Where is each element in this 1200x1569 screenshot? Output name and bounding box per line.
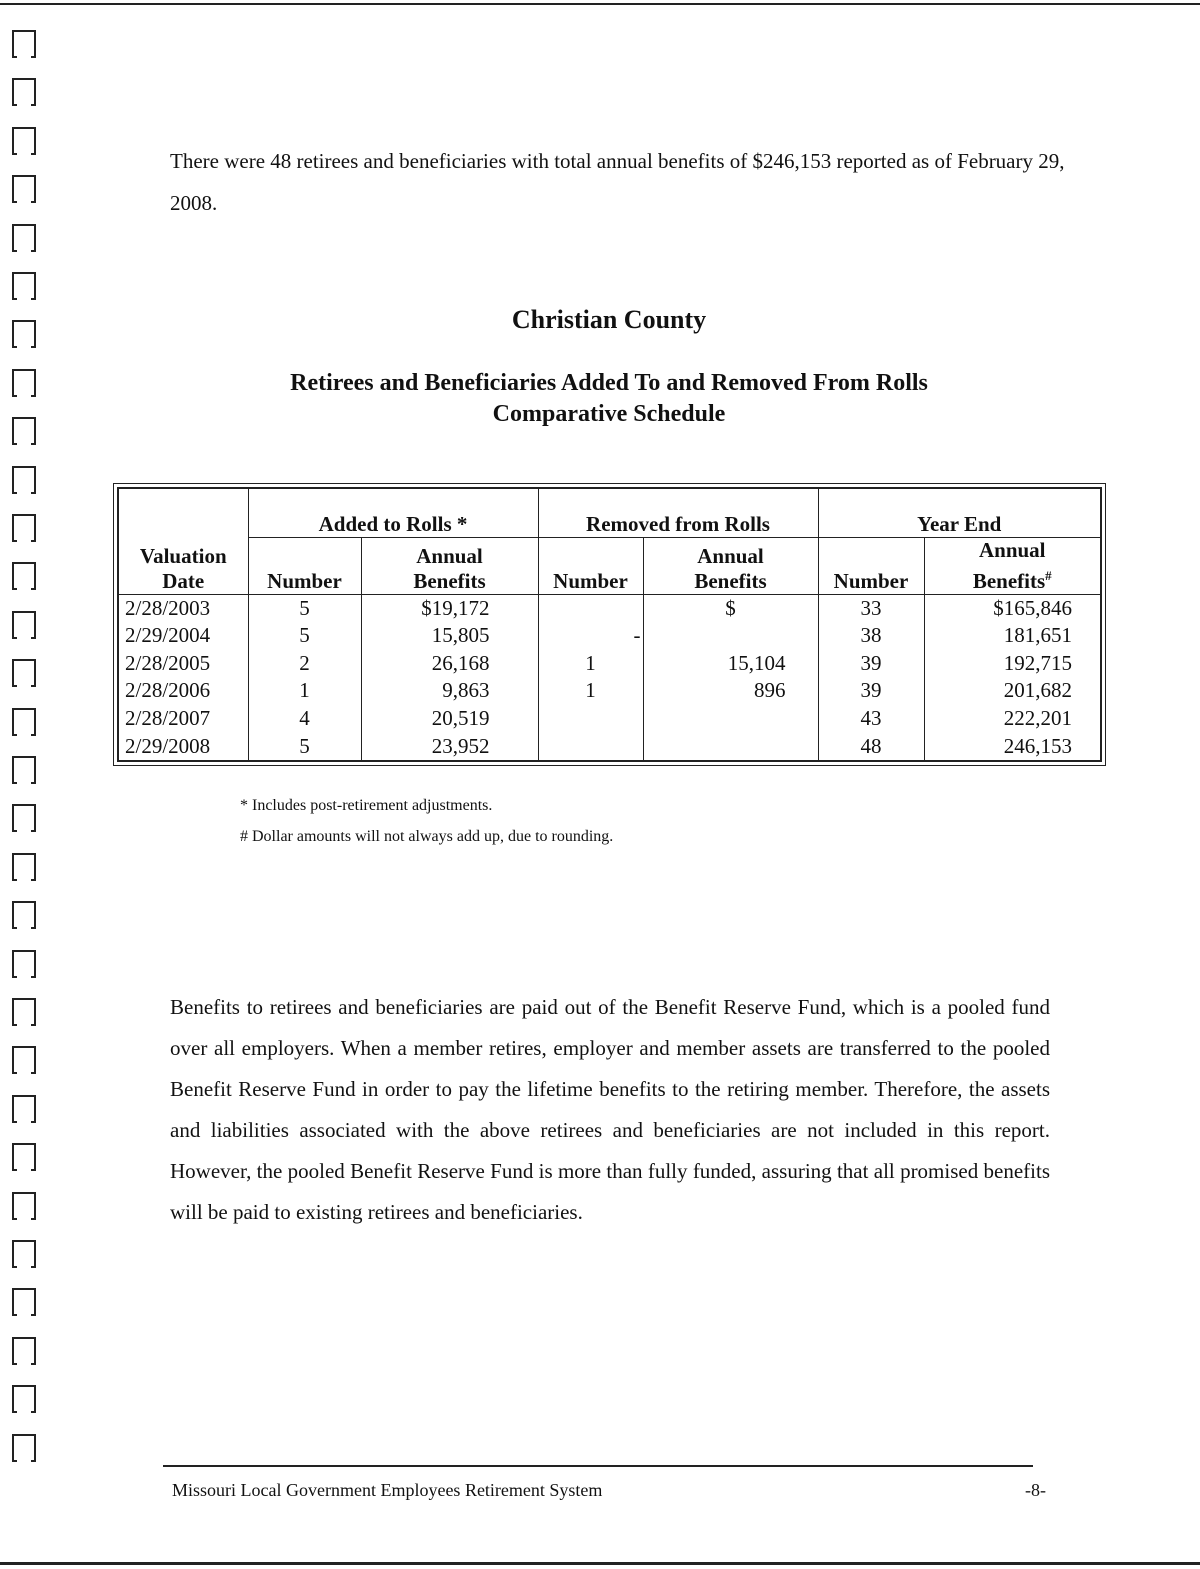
page-number: -8- (1025, 1480, 1046, 1500)
year-end-benefits-cell: 181,651 (924, 622, 1101, 650)
added-benefits-cell: $19,172 (361, 594, 538, 622)
valuation-date-cell: 2/28/2003 (125, 595, 211, 620)
added-number-cell: 5 (248, 594, 361, 622)
added-benefits-cell: 26,168 (361, 650, 538, 678)
added-number-cell: 5 (248, 732, 361, 761)
footer-organization: Missouri Local Government Employees Retirement System (172, 1480, 603, 1500)
valuation-date-cell: 2/28/2006 (125, 678, 211, 703)
top-rule (0, 3, 1200, 5)
removed-number-cell (538, 594, 643, 622)
year-end-benefits-cell: 201,682 (924, 677, 1101, 705)
year-end-number-header: Number (818, 537, 924, 594)
bottom-rule (0, 1562, 1200, 1565)
table-row (118, 732, 1101, 761)
county-title: Christian County (511, 305, 707, 334)
valuation-date-cell: 2/29/2004 (125, 623, 211, 648)
year-end-number-cell: 48 (818, 732, 924, 761)
rounding-marker: # (1045, 567, 1052, 583)
removed-number-cell: - (538, 622, 643, 650)
year-end-number-cell: 43 (818, 705, 924, 733)
footer-rule (163, 1465, 1033, 1467)
binding-hole (12, 127, 36, 155)
binding-hole (12, 514, 36, 542)
removed-benefits-cell: 15,104 (643, 650, 818, 678)
removed-benefits-cell (643, 622, 818, 650)
added-number-cell: 4 (248, 705, 361, 733)
valuation-date-header (118, 488, 248, 594)
binding-hole (12, 804, 36, 832)
year-end-benefits-header (924, 537, 1101, 594)
removed-benefits-header-line1: Annual (697, 543, 764, 568)
intro-paragraph: There were 48 retirees and beneficiaries with total annual benefits of $246,153 reported as of February 29, 2008. (170, 149, 1065, 215)
binding-hole (12, 1385, 36, 1413)
schedule-table-frame (113, 483, 1106, 766)
schedule-table (117, 487, 1102, 762)
removed-benefits-header-line2: Benefits (694, 568, 767, 593)
binding-hole (12, 853, 36, 881)
binding-hole (12, 175, 36, 203)
binding-hole (12, 1337, 36, 1365)
year-end-benefits-cell: 192,715 (924, 650, 1101, 678)
removed-number-cell: 1 (538, 650, 643, 678)
valuation-header-line2: Date (162, 568, 205, 593)
valuation-date-cell: 2/29/2008 (125, 733, 211, 758)
binding-hole (12, 78, 36, 106)
removed-benefits-header (643, 537, 818, 594)
binding-hole (12, 562, 36, 590)
schedule-title-line2: Comparative Schedule (492, 401, 726, 427)
body-paragraph: Benefits to retirees and beneficiaries are paid out of the Benefit Reserve Fund, which is a pooled fund over all employers. When a member retires, employer and member assets are transferred to the pooled Benefit Reserve Fund in order to pay the lifetime benefits to the retiring member. Therefore, the assets and liabilities associated with the above retirees and beneficiaries are not included in this report. However, the pooled Benefit Reserve Fund is more than fully funded, assuring that all promised benefits will be paid to existing retirees and beneficiaries. (170, 995, 1050, 1224)
removed-number-cell (538, 732, 643, 761)
year-end-number-cell: 39 (818, 650, 924, 678)
removed-benefits-cell (643, 705, 818, 733)
removed-from-rolls-header: Removed from Rolls (538, 488, 818, 537)
year-end-number-cell: 39 (818, 677, 924, 705)
added-benefits-header (361, 537, 538, 594)
valuation-header-line1: Valuation (139, 543, 227, 568)
added-number-cell: 1 (248, 677, 361, 705)
added-number-header: Number (248, 537, 361, 594)
binding-hole (12, 611, 36, 639)
removed-benefits-cell: $ (643, 594, 818, 622)
removed-number-header: Number (538, 537, 643, 594)
year-end-number-cell: 38 (818, 622, 924, 650)
added-benefits-cell: 23,952 (361, 732, 538, 761)
binding-hole (12, 1192, 36, 1220)
added-benefits-header-line1: Annual (416, 543, 483, 568)
valuation-date-cell: 2/28/2005 (125, 650, 211, 675)
binding-hole (12, 466, 36, 494)
table-row (118, 677, 1101, 705)
year-end-benefits-cell: 246,153 (924, 732, 1101, 761)
binding-hole (12, 272, 36, 300)
binding-hole (12, 950, 36, 978)
binding-hole (12, 708, 36, 736)
binding-hole (12, 901, 36, 929)
schedule-title (0, 368, 1200, 430)
table-row (118, 594, 1101, 622)
year-end-number-cell: 33 (818, 594, 924, 622)
binding-hole (12, 998, 36, 1026)
year-end-benefits-header-line1: Annual (978, 537, 1046, 562)
table-row (118, 622, 1101, 650)
binding-hole (12, 756, 36, 784)
binding-hole (12, 659, 36, 687)
added-benefits-cell: 15,805 (361, 622, 538, 650)
removed-number-cell: 1 (538, 677, 643, 705)
removed-benefits-cell: 896 (643, 677, 818, 705)
table-notes (240, 790, 613, 852)
added-benefits-cell: 20,519 (361, 705, 538, 733)
added-to-rolls-header: Added to Rolls * (248, 488, 538, 537)
binding-hole (12, 1240, 36, 1268)
table-row (118, 650, 1101, 678)
binding-hole (12, 30, 36, 58)
year-end-benefits-header-line2: Benefits (972, 568, 1046, 593)
table-row (118, 705, 1101, 733)
added-number-cell: 5 (248, 622, 361, 650)
year-end-benefits-cell: 222,201 (924, 705, 1101, 733)
schedule-title-line1: Retirees and Beneficiaries Added To and Removed From Rolls (290, 370, 928, 396)
added-benefits-header-line2: Benefits (413, 568, 486, 593)
binding-hole (12, 1288, 36, 1316)
binding-hole (12, 1046, 36, 1074)
added-benefits-cell: 9,863 (361, 677, 538, 705)
valuation-date-cell: 2/28/2007 (125, 706, 211, 731)
removed-benefits-cell (643, 732, 818, 761)
removed-number-cell (538, 705, 643, 733)
adjustments-note: * Includes post-retirement adjustments. (240, 797, 493, 814)
rounding-note: # Dollar amounts will not always add up, due to rounding. (240, 828, 614, 845)
binding-hole (12, 224, 36, 252)
year-end-benefits-cell: $165,846 (924, 594, 1101, 622)
binding-hole (12, 1434, 36, 1462)
binding-hole (12, 1143, 36, 1171)
added-number-cell: 2 (248, 650, 361, 678)
binding-hole (12, 1095, 36, 1123)
year-end-header: Year End (818, 488, 1101, 537)
